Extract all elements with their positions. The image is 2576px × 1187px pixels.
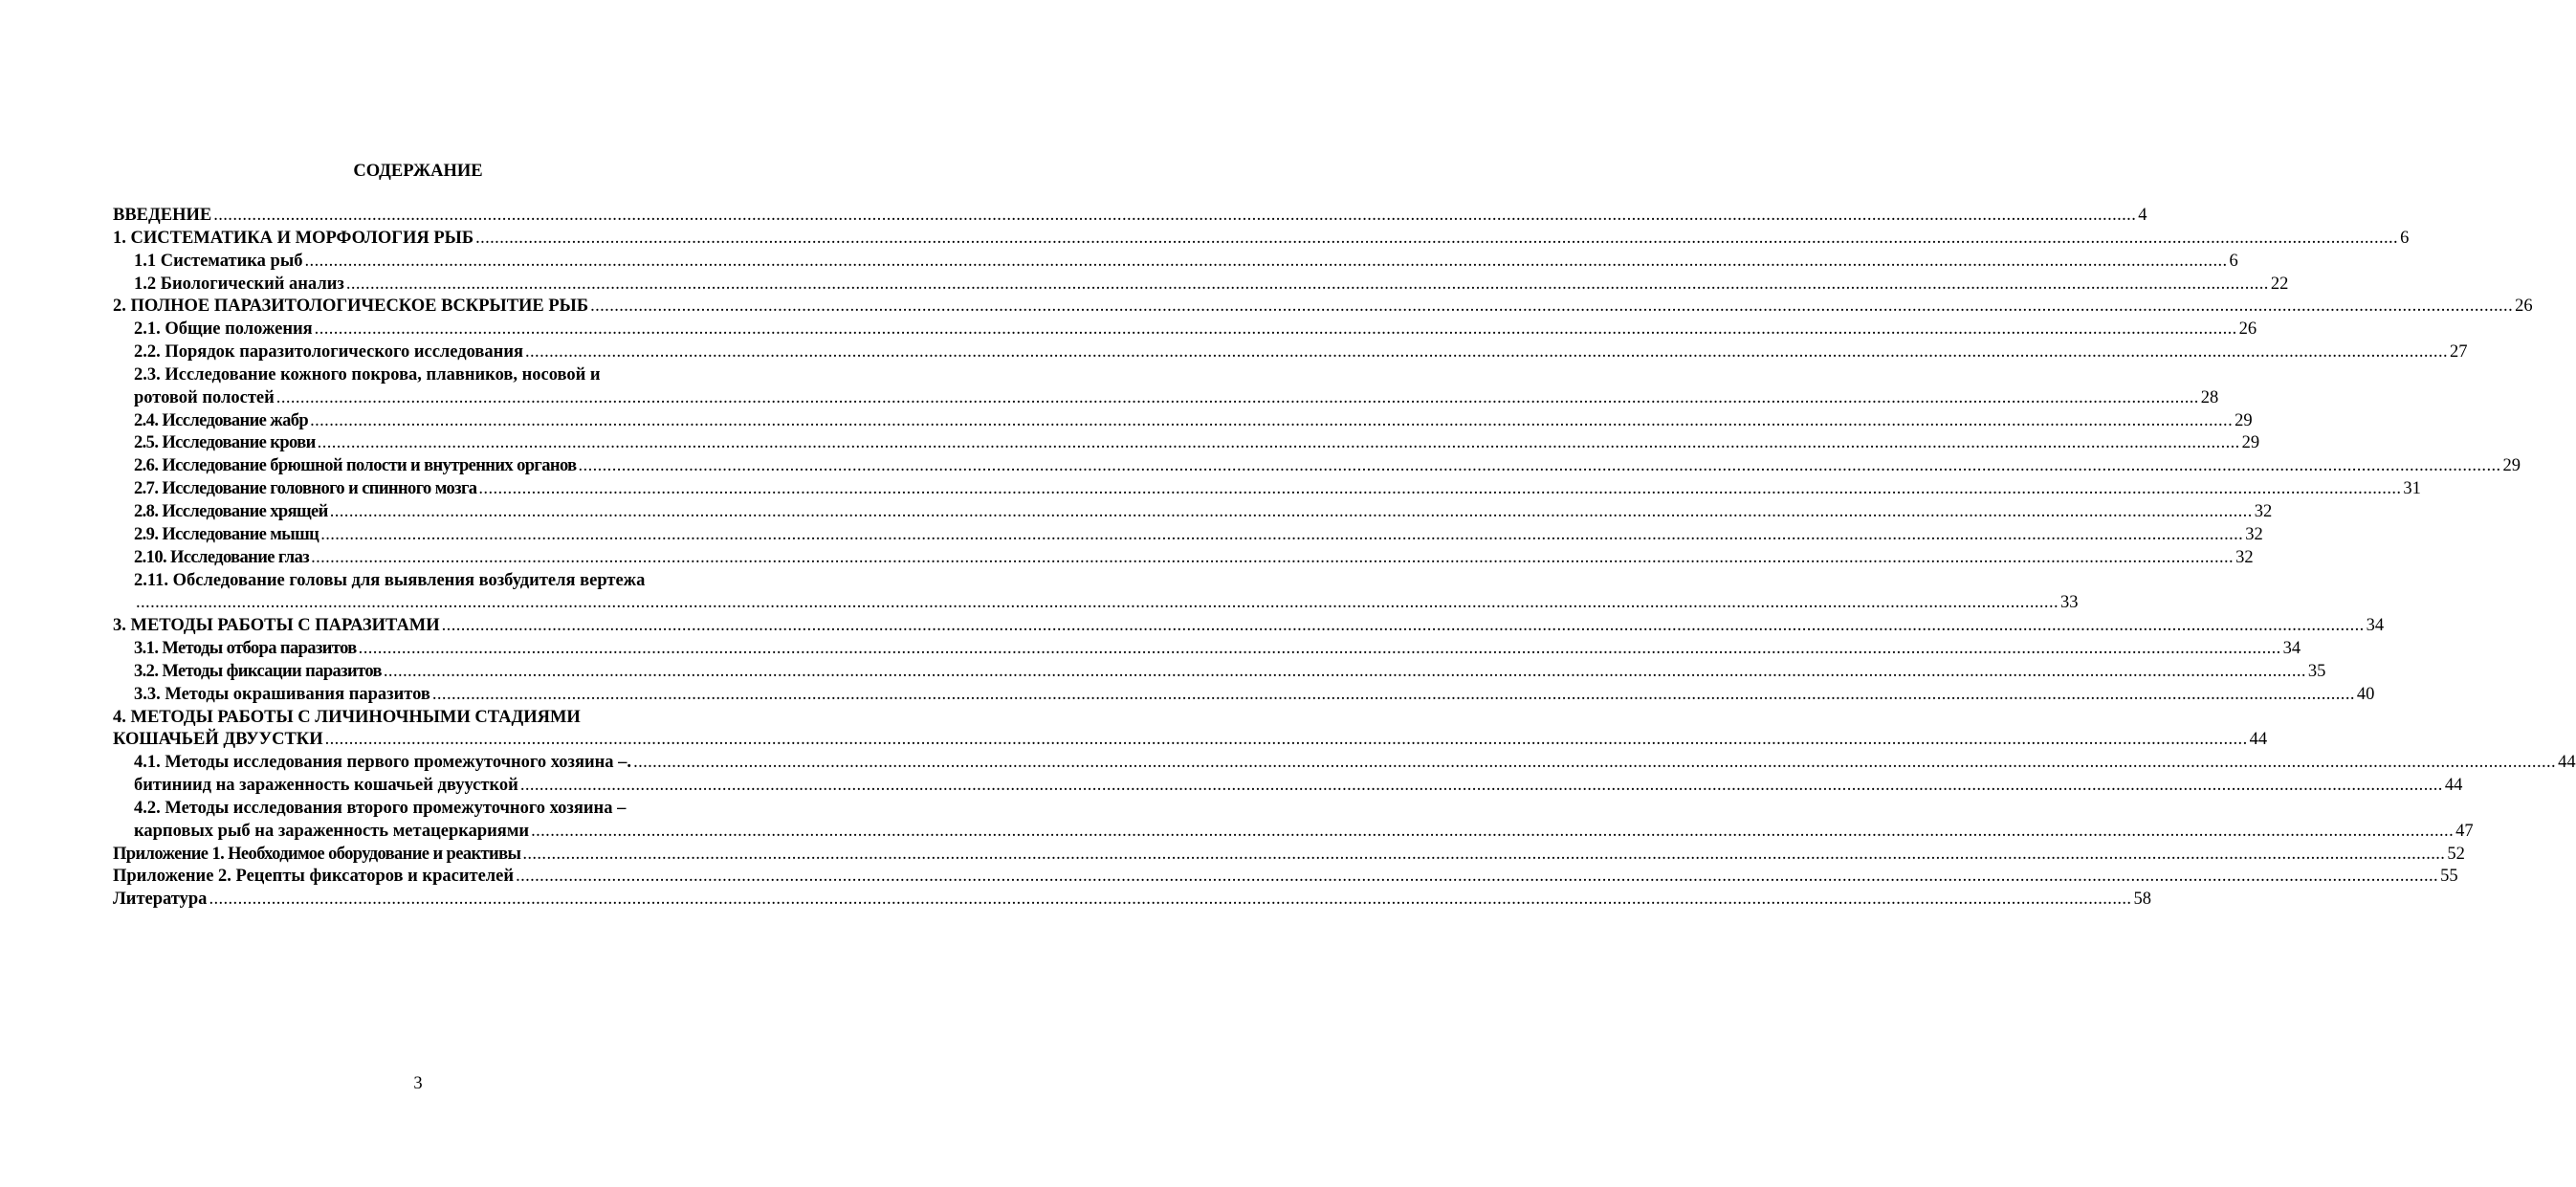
toc-entry-label: 4. МЕТОДЫ РАБОТЫ С ЛИЧИНОЧНЫМИ СТАДИЯМИ bbox=[113, 707, 581, 727]
toc-entry bbox=[113, 296, 2533, 319]
toc-entry bbox=[113, 274, 2289, 297]
toc-entry-label: карповых рыб на зараженность метацеркариями bbox=[134, 821, 530, 841]
toc-dot-leader: ................................................................................................................................................................................................................................................................................................................................................................................................................ bbox=[431, 684, 2355, 704]
toc-entry-label: 2.8. Исследование хрящей bbox=[134, 501, 328, 521]
toc-dot-leader: ................................................................................................................................................................................................................................................................................................................................................................................................................ bbox=[358, 639, 2281, 659]
toc-entry bbox=[113, 844, 2465, 867]
toc-entry-label: ротовой полостей bbox=[134, 387, 275, 407]
toc-entry bbox=[113, 341, 2468, 364]
toc-entry-page: 31 bbox=[2403, 479, 2421, 499]
toc-entry-page: 47 bbox=[2455, 821, 2474, 841]
toc-entry-label: 1. СИСТЕМАТИКА И МОРФОЛОГИЯ РЫБ bbox=[113, 228, 474, 248]
toc-entry bbox=[113, 364, 722, 387]
toc-entry-label: 1.2 Биологический анализ bbox=[134, 274, 344, 294]
toc-entry bbox=[113, 638, 2301, 661]
toc-entry bbox=[113, 775, 2463, 798]
toc-entry bbox=[113, 752, 2576, 775]
toc-dot-leader: ................................................................................................................................................................................................................................................................................................................................................................................................................ bbox=[519, 776, 2443, 796]
toc-entry-label: Приложение 1. Необходимое оборудование и реактивы bbox=[113, 844, 521, 864]
toc-dot-leader: ................................................................................................................................................................................................................................................................................................................................................................................................................ bbox=[329, 501, 2253, 521]
toc-entry bbox=[113, 889, 2151, 912]
toc-entry-page: 6 bbox=[2400, 228, 2410, 248]
toc-entry-label: 2. ПОЛНОЕ ПАРАЗИТОЛОГИЧЕСКОЕ ВСКРЫТИЕ РЫБ bbox=[113, 297, 589, 317]
toc-entry-label: 3.3. Методы окрашивания паразитов bbox=[134, 684, 430, 704]
toc-entry-label: 3.1. Методы отбора паразитов bbox=[134, 639, 357, 659]
toc-entry bbox=[113, 455, 2521, 478]
toc-entry-page: 26 bbox=[2515, 297, 2533, 317]
toc-dot-leader: ................................................................................................................................................................................................................................................................................................................................................................................................................ bbox=[136, 593, 2059, 613]
toc-dot-leader: ................................................................................................................................................................................................................................................................................................................................................................................................................ bbox=[310, 410, 2234, 430]
toc-entry-page: 44 bbox=[2249, 730, 2268, 750]
toc-entry-page: 6 bbox=[2229, 251, 2238, 271]
toc-entry bbox=[113, 319, 2257, 341]
toc-dot-leader: ................................................................................................................................................................................................................................................................................................................................................................................................................ bbox=[531, 821, 2455, 841]
toc-entry-page: 29 bbox=[2235, 410, 2253, 430]
toc-entry bbox=[113, 707, 722, 730]
toc-entry-page: 34 bbox=[2366, 616, 2385, 636]
toc-dot-leader: ................................................................................................................................................................................................................................................................................................................................................................................................................ bbox=[320, 524, 2244, 544]
toc-entry-page: 28 bbox=[2200, 387, 2219, 407]
page-title: СОДЕРЖАНИЕ bbox=[353, 162, 483, 181]
toc-entry-page: 44 bbox=[2444, 776, 2463, 796]
toc-entry bbox=[113, 570, 722, 593]
toc-entry-page: 44 bbox=[2558, 753, 2576, 773]
toc-entry-page: 40 bbox=[2356, 684, 2375, 704]
toc-entry-label: КОШАЧЬЕЙ ДВУУСТКИ bbox=[113, 730, 323, 750]
toc-entry-label: 2.10. Исследование глаз bbox=[134, 547, 310, 567]
toc-entry-label: 2.1. Общие положения bbox=[134, 319, 313, 340]
toc-dot-leader: ................................................................................................................................................................................................................................................................................................................................................................................................................ bbox=[383, 661, 2306, 681]
toc-entry bbox=[113, 866, 2458, 889]
toc-entry bbox=[113, 205, 2147, 228]
toc-entry-label: ВВЕДЕНИЕ bbox=[113, 206, 212, 225]
toc-dot-leader: ................................................................................................................................................................................................................................................................................................................................................................................................................ bbox=[304, 251, 2228, 271]
toc-entry-label: 1.1 Систематика рыб bbox=[134, 251, 303, 271]
toc-entry-page: 58 bbox=[2133, 890, 2151, 910]
toc-entry bbox=[113, 387, 2219, 410]
toc-dot-leader: ................................................................................................................................................................................................................................................................................................................................................................................................................ bbox=[314, 319, 2237, 340]
toc-entry bbox=[113, 615, 2385, 638]
toc-entry-page: 55 bbox=[2440, 867, 2458, 887]
toc-dot-leader: ................................................................................................................................................................................................................................................................................................................................................................................................................ bbox=[441, 616, 2365, 636]
toc-entry bbox=[113, 524, 2263, 547]
toc-entry bbox=[113, 251, 2238, 274]
toc-entry-label: 3. МЕТОДЫ РАБОТЫ С ПАРАЗИТАМИ bbox=[113, 616, 440, 636]
toc-entry-label: 2.2. Порядок паразитологического исследования bbox=[134, 342, 523, 363]
page-number: 3 bbox=[413, 1074, 423, 1093]
toc-dot-leader: ................................................................................................................................................................................................................................................................................................................................................................................................................ bbox=[633, 753, 2557, 773]
toc-entry bbox=[113, 684, 2375, 707]
toc-entry-page: 29 bbox=[2241, 433, 2260, 453]
toc-entry bbox=[113, 432, 2260, 455]
toc-entry-page: 32 bbox=[2235, 547, 2254, 567]
toc-entry-label: 2.7. Исследование головного и спинного мозга bbox=[134, 479, 477, 499]
toc-dot-leader: ................................................................................................................................................................................................................................................................................................................................................................................................................ bbox=[590, 297, 2514, 317]
toc-entry-page: 27 bbox=[2450, 342, 2468, 363]
toc-entry bbox=[113, 729, 2268, 752]
toc-entry-label: Приложение 2. Рецепты фиксаторов и красителей bbox=[113, 867, 515, 887]
toc-entry-label: 4.2. Методы исследования второго промежуточного хозяина – bbox=[134, 798, 627, 818]
toc-entry-label: 2.6. Исследование брюшной полости и внутренних органов bbox=[134, 456, 577, 476]
toc-entry-label: Литература bbox=[113, 890, 208, 910]
toc-entry bbox=[113, 410, 2253, 433]
toc-entry-page: 4 bbox=[2138, 206, 2147, 225]
toc-entry bbox=[113, 501, 2273, 524]
toc-dot-leader: ................................................................................................................................................................................................................................................................................................................................................................................................................ bbox=[213, 206, 2137, 225]
toc-entry-label: 2.11. Обследование головы для выявления возбудителя вертежа bbox=[134, 570, 646, 590]
toc-entry bbox=[113, 592, 2079, 615]
toc-entry-label: 4.1. Методы исследования первого промежуточного хозяина –. bbox=[134, 753, 632, 773]
toc-dot-leader: ................................................................................................................................................................................................................................................................................................................................................................................................................ bbox=[516, 867, 2439, 887]
toc-dot-leader: ................................................................................................................................................................................................................................................................................................................................................................................................................ bbox=[478, 479, 2402, 499]
toc-entry bbox=[113, 478, 2421, 501]
toc-dot-leader: ................................................................................................................................................................................................................................................................................................................................................................................................................ bbox=[317, 433, 2240, 453]
toc-entry-label: 2.5. Исследование крови bbox=[134, 433, 316, 453]
toc-entry-page: 52 bbox=[2447, 844, 2465, 864]
toc-entry-page: 35 bbox=[2307, 661, 2326, 681]
toc-entry-label: 2.9. Исследование мышц bbox=[134, 524, 319, 544]
toc-entry-label: 3.2. Методы фиксации паразитов bbox=[134, 661, 382, 681]
toc-entry-label: 2.3. Исследование кожного покрова, плавников, носовой и bbox=[134, 364, 601, 385]
toc-entry-page: 32 bbox=[2254, 501, 2273, 521]
toc-dot-leader: ................................................................................................................................................................................................................................................................................................................................................................................................................ bbox=[525, 342, 2448, 363]
toc-entry-page: 34 bbox=[2282, 639, 2301, 659]
toc-dot-leader: ................................................................................................................................................................................................................................................................................................................................................................................................................ bbox=[209, 890, 2132, 910]
toc-entry-page: 22 bbox=[2270, 274, 2289, 294]
toc-dot-leader: ................................................................................................................................................................................................................................................................................................................................................................................................................ bbox=[345, 274, 2269, 294]
toc-entry-label: 2.4. Исследование жабр bbox=[134, 410, 309, 430]
toc-entry-page: 32 bbox=[2245, 524, 2263, 544]
toc-entry-page: 29 bbox=[2502, 456, 2521, 476]
toc-entry bbox=[113, 661, 2326, 684]
toc-entry bbox=[113, 821, 2474, 844]
toc-dot-leader: ................................................................................................................................................................................................................................................................................................................................................................................................................ bbox=[522, 844, 2446, 864]
toc-dot-leader: ................................................................................................................................................................................................................................................................................................................................................................................................................ bbox=[311, 547, 2235, 567]
toc-dot-leader: ................................................................................................................................................................................................................................................................................................................................................................................................................ bbox=[275, 387, 2199, 407]
toc-entry-page: 26 bbox=[2238, 319, 2257, 340]
toc-dot-leader: ................................................................................................................................................................................................................................................................................................................................................................................................................ bbox=[324, 730, 2248, 750]
toc-entry bbox=[113, 228, 2410, 251]
toc-entry-page: 33 bbox=[2060, 593, 2079, 613]
table-of-contents bbox=[113, 205, 2576, 912]
toc-dot-leader: ................................................................................................................................................................................................................................................................................................................................................................................................................ bbox=[475, 228, 2399, 248]
toc-entry-label: битиниид на зараженность кошачьей двуусткой bbox=[134, 776, 518, 796]
toc-entry bbox=[113, 798, 722, 821]
toc-dot-leader: ................................................................................................................................................................................................................................................................................................................................................................................................................ bbox=[578, 456, 2501, 476]
toc-entry bbox=[113, 547, 2254, 570]
